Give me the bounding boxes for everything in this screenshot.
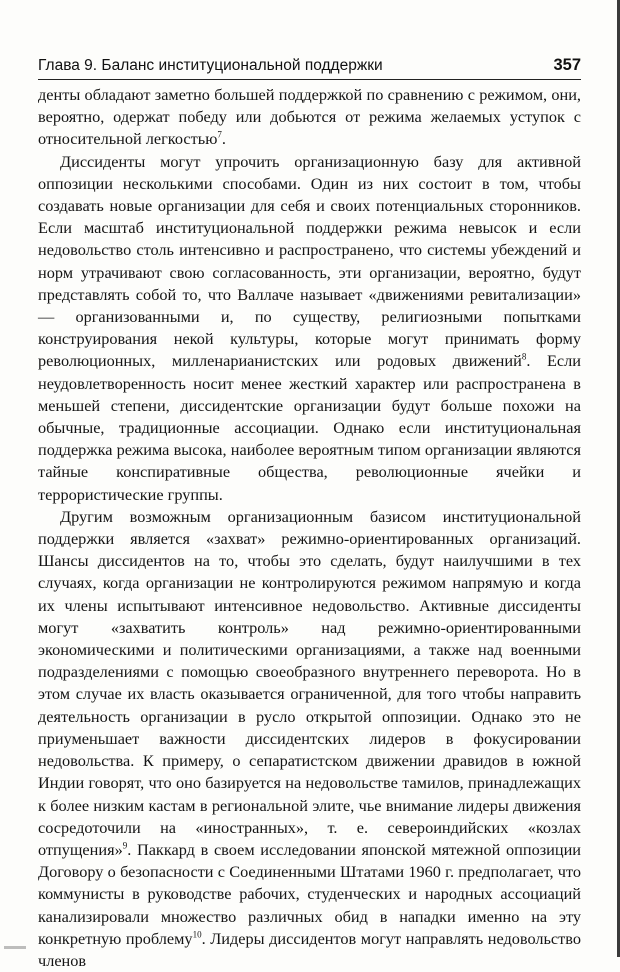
scan-artifact: [4, 946, 26, 949]
footnote-ref-10: 10: [192, 929, 202, 940]
paragraph-1: денты обладают заметно большей поддержкой по сравнению с режимом, они, вероятно, одержат победу или добьются от режима желаемых уступок с относительной легкостью$^7$.: [38, 85, 581, 149]
header-rule: [38, 79, 581, 80]
footnote-ref-7: 7: [217, 129, 222, 140]
paragraph-2: Диссиденты могут упрочить организационную базу для активной оппозиции несколькими способами. Один из них состоит в том, чтобы создавать новые организации для себя и своих потенциальных сторонников. Если масштаб институциональной поддержки режима невысок и если недовольство столь интенсивно и распространено, что системы убеждений и норм утрачивают свою согласованность, эти организации, вероятно, будут представлять собой то, что Валлаче называет «движениями ревитализации» — организованными и, по существу, религиозными попытками конструирования некой культуры, которые могут принимать форму революционных, милленарианистских или родовых движений$^8$. Если неудовлетворенность носит менее жесткий характер или распространена в меньшей степени, диссидентские организации будут больше похожи на обычные, традиционные ассоциации. Однако если институциональная поддержка режима высока, наиболее вероятным типом организации являются тайные конспиративные общества, революционные ячейки и террористические группы.: [38, 151, 581, 504]
running-head: [38, 57, 581, 79]
page-number: 357: [553, 56, 581, 74]
footnote-ref-9: 9: [122, 840, 128, 851]
footnote-ref-8: 8: [521, 352, 527, 363]
chapter-title: Глава 9. Баланс институциональной поддержки: [38, 57, 383, 74]
body-text: [38, 84, 581, 972]
paragraph-3: Другим возможным организационным базисом институциональной поддержки является «захват» режимно-ориентированных организаций. Шансы диссидентов на то, чтобы это сделать, будут наилучшими в тех случаях, когда организации не контролируются режимом напрямую и когда их члены испытывают интенсивное недовольство. Активные диссиденты могут «захватить контроль» над режимно-ориентированными экономическими и политическими организациями, а также над военными подразделениями с помощью своеобразного внутреннего переворота. Но в этом случае их власть оказывается ограниченной, для того чтобы направить деятельность организации в русло открытой оппозиции. Однако это не приуменьшает важности диссидентских лидеров в фокусировании недовольства. К примеру, о сепаратистском движении дравидов в южной Индии говорят, что оно базируется на недовольстве тамилов, принадлежащих к более низким кастам в региональной элите, чье внимание лидеры движения сосредоточили на «иностранных», т. е. североиндийских «козлах отпущения»$^9$. Паккард в своем исследовании японской мятежной оппозиции Договору о безопасности с Соединенными Штатами 1960 г. предполагает, что коммунисты в руководстве рабочих, студенческих и народных ассоциаций канализировали множество различных обид в нападки именно на эту конкретную проблему$^{10}$. Лидеры диссидентов могут направлять недовольство членов: [38, 506, 581, 970]
